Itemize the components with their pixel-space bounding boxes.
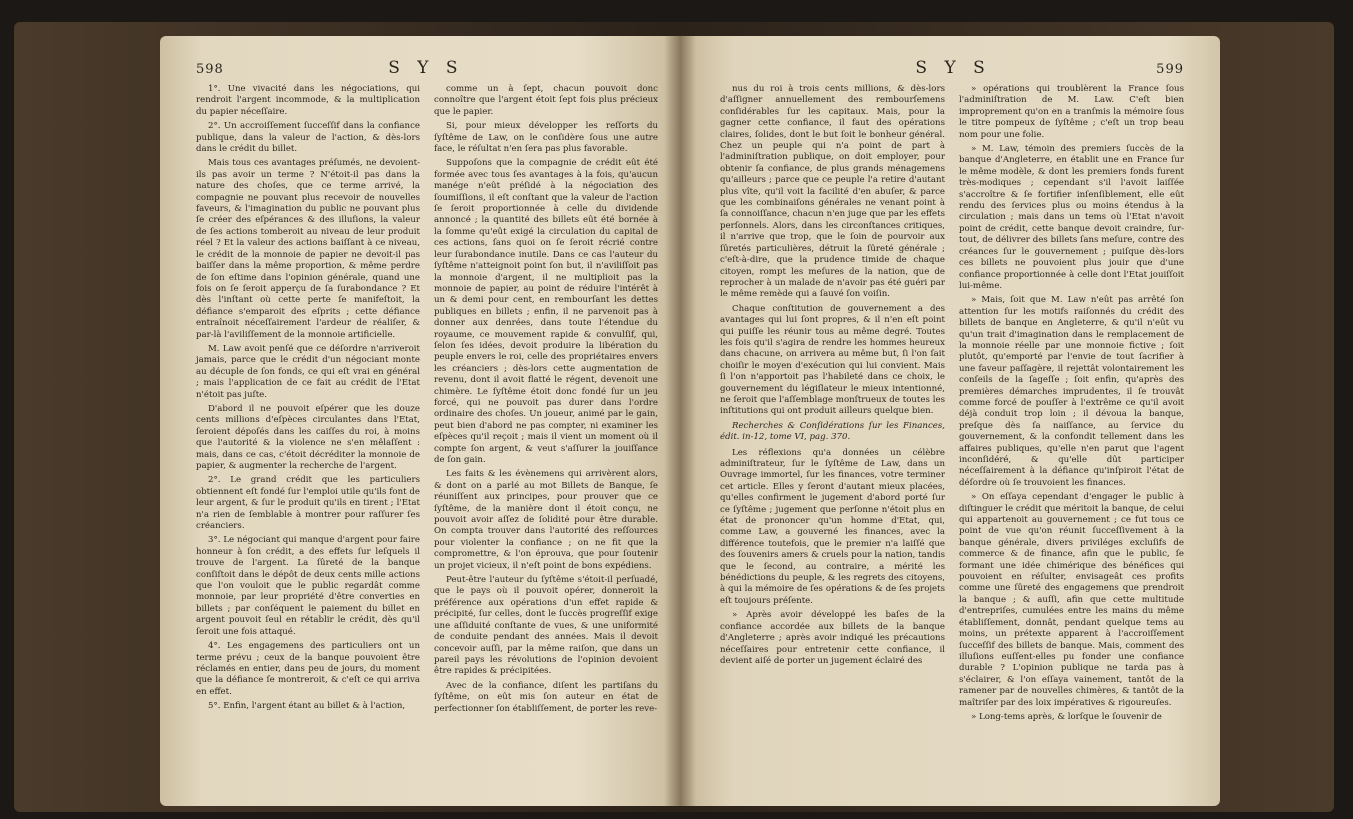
paragraph: 1°. Une vivacité dans les négociations, qui rendroit l'argent incommode, & la multiplication du papier néceſſaire. — [196, 84, 420, 117]
paragraph: Avec de la confiance, diſent les partiſans du ſyſtême, on eût mis ſon auteur en état de perfectionner ſon établiſſement, de porter les reve- — [434, 680, 658, 714]
paragraph: Chaque conſtitution de gouvernement a des avantages qui lui ſont propres, & il n'en eſt point qui puiſſe les réunir tous au même degré. Toutes les fois qu'il s'agira de rendre les hommes heureux dans chacune, on arrivera au même but, ſi l'on ſait choiſir le moyen d'exécution qui lui convient. Mais ſi l'on n'apportoit pas l'habileté dans ce choix, le gouvernement du légiſlateur le mieux intentionné, ne ſeroit que l'aſſemblage monſtrueux de toutes les inſtitutions qui ont produit ailleurs quelque bien. — [720, 303, 945, 417]
paragraph: 4°. Les engagemens des particuliers ont un terme prévu ; ceux de la banque pouvoient être réclamés en entier, dans peu de jours, du moment que la défiance ſe montreroit, & c'eſt ce qui arriva en effet. — [196, 641, 420, 697]
quoted-paragraph: » opérations qui troublèrent la France ſous l'adminiſtration de M. Law. C'eſt bien improprement qu'on en a tranſmis la mémoire ſous le titre pompeux de ſyſtême ; c'eſt un trop beau nom pour une folie. — [959, 84, 1184, 141]
running-head-right — [720, 58, 1184, 78]
paragraph: nus du roi à trois cents millions, & dès-lors d'aſſigner annuellement des rembourſemens conſidérables ſur les capitaux. Mais, pour la gagner cette confiance, il faut des opérations claires, ſolides, dont le but ſoit le bonheur général. Chez un peuple qui n'a point de part à l'adminiſtration publique, on doit employer, pour obtenir ſa confiance, de plus grands ménagemens qu'ailleurs ; parce que ce peuple l'a retire d'autant plus vîte, qu'il voit la facilité d'en abuſer, & parce que les combinaiſons générales ne venant point à ſa connoiſſance, chacun n'en juge que par les effets perſonnels. Alors, dans les circonſtances critiques, il n'arrive que trop, que le ſoin de pourvoir aux ſûretés particulières, détruit la ſûreté générale ; c'eſt-à-dire, que la prudence timide de chaque citoyen, rompt les meſures de la nation, que de reprocher à un malade de n'avoir pas été guéri par le même remède qui a ſauvé ſon voiſin. — [720, 84, 945, 300]
quoted-paragraph: » Mais, ſoit que M. Law n'eût pas arrêté ſon attention ſur les motifs raiſonnés du crédit des billets de banque en Angleterre, & qu'il n'eût vu qu'un trait d'imagination dans le remplacement de la monnoie réelle par une monnoie fictive ; ſoit plutôt, qu'emporté par l'envie de tout ſacrifier à une faveur paſſagère, il rejettât volontairement les conſeils de la ſageſſe ; ſoit enfin, qu'après des premières démarches imprudentes, il ſe trouvât comme forcé de pouſſer à l'extrême ce qu'il avoit déjà conduit trop loin ; il dévoua la banque, preſque dès ſa naiſſance, au ſervice du gouvernement, & la confondit tellement dans les affaires publiques, qu'elle n'en parut que l'agent inconſidéré, & qu'elle dût participer néceſſairement à la défiance qu'inſpiroit l'état de déſordre où ſe trouvoient les finances. — [959, 295, 1184, 489]
paragraph: Les faits & les évènemens qui arrivèrent alors, & dont on a parlé au mot Billets de Banque, ſe réuniſſent aux principes, pour prouver que ce ſyſtême, de la manière dont il étoit conçu, ne pouvoit avoir aſſez de ſolidité pour être durable. On compta trouver dans l'autorité des reſſources pour violenter la confiance ; on ne fit que la compromettre, & l'on éprouva, que pour ſoutenir un projet vicieux, il n'eſt point de bons expédiens. — [434, 469, 658, 571]
right-column-2 — [959, 84, 1184, 726]
quoted-paragraph: » Après avoir développé les baſes de la confiance accordée aux billets de la banque d'Angleterre ; après avoir indiqué les précautions néceſſaires pour entretenir cette confiance, il devient aiſé de porter un jugement éclairé des — [720, 610, 945, 667]
right-page — [680, 36, 1220, 806]
page-number-left: 598 — [196, 62, 224, 77]
book-gutter — [664, 36, 696, 806]
running-head-left — [196, 58, 658, 78]
paragraph: 2°. Le grand crédit que les particuliers obtiennent eſt fondé ſur l'emploi utile qu'ils font de leur argent, & ſur le produit qu'ils en tirent ; l'Etat n'a rien de ſemblable à montrer pour raſſurer ſes créanciers. — [196, 475, 420, 532]
right-column-1 — [720, 84, 945, 726]
paragraph: D'abord il ne pouvoit eſpérer que les douze cents millions d'eſpèces circulantes dans l'Etat, ſeroient dépoſés dans les caiſſes du roi, à moins que l'autorité & la violence ne s'en mêlaſſent : mais, dans ce cas, c'étoit décréditer la monnoie de papier, & augmenter la recherche de l'argent. — [196, 403, 420, 471]
running-title-right: S Y S — [915, 58, 991, 78]
paragraph: Peut-être l'auteur du ſyſtême s'étoit-il perſuadé, que le pays où il pouvoit opérer, donneroit la préférence aux opérations d'un effet rapide & précipité, ſur celles, dont le ſuccès progreſſif exige une aſſiduité conſtante de vues, & une uniformité de conduite pendant des années. Mais il devoit concevoir auſſi, par la même raiſon, que dans un pareil pays les révolutions de l'opinion devoient être rapides & précipitées. — [434, 575, 658, 677]
paragraph: Suppoſons que la compagnie de crédit eût été formée avec tous ſes avantages à la fois, qu'aucun manége n'eût préſidé à la négociation des ſoumiſſions, il eſt conſtant que la valeur de l'action ſe ſeroit proportionnée à celle du dividende annoncé ; la quantité des billets eût été bornée à la ſomme qu'eût exigé la circulation du capital de ces actions, ſans quoi on ſe ſeroit récrié contre leur ſurabondance inutile. Dans ce cas l'auteur du ſyſtême n'atteignoit point ſon but, il n'aviliſſoit pas la monnoie d'argent, il ne multiplioit pas la monnoie de papier, au point de réduire l'intérêt à un & demi pour cent, en rembourſant les dettes publiques en billets ; enfin, il ne parvenoit pas à donner aux denrées, dans toute l'étendue du royaume, ce mouvement rapide & convulſif, qui, ſelon ſes idées, devoit produire la libération du peuple envers le roi, celle des propriétaires envers les créanciers ; dès-lors cette augmentation de revenu, dont il avoit flatté le régent, devenoit une chimère. Le ſyſtême étoit donc fondé ſur un jeu forcé, qui ne pouvoit pas durer dans l'ordre ordinaire des choſes. Un joueur, animé par le gain, peut bien d'abord ne pas compter, ni examiner les eſpèces qu'il reçoit ; mais il vient un moment où il compte ſon argent, & veut s'aſſurer la jouiſſance de ſon gain. — [434, 158, 658, 465]
left-page — [160, 36, 680, 806]
paragraph: 3°. Le négociant qui manque d'argent pour faire honneur à ſon crédit, a des effets ſur leſquels il trouve de l'argent. La ſûreté de la banque conſiſtoit dans le dépôt de deux cents mille actions que l'on vouloit que le public regardât comme monnoie, par leur propriété d'être converties en billets ; par conſéquent le paiement du billet en argent pouvoit ſeul en rétablir le crédit, dès qu'il ſeroit une fois attaqué. — [196, 535, 420, 637]
page-number-right: 599 — [1156, 62, 1184, 77]
paragraph: Mais tous ces avantages préſumés, ne devoient-ils pas avoir un terme ? N'étoit-il pas dans la nature des choſes, que ce terme arrivé, la compagnie ne pouvant plus recevoir de nouvelles faveurs, & l'imagination du public ne pouvant plus ſe créer des eſpérances & des illuſions, la valeur de ſes actions tomberoit au niveau de leur produit réel ? Et la valeur des actions baiſſant à ce niveau, le crédit de la monnoie de papier ne devoit-il pas baiſſer dans la même proportion, & même perdre de ſon eſtime dans l'opinion générale, quand une fois on ſe ſeroit apperçu de ſa ſurabondance ? Et dès l'inſtant où cette perte ſe manifeſtoit, la défiance s'emparoit des eſprits ; cette défiance entraînoit néceſſairement l'ardeur de réaliſer, & par-là l'aviliſſement de la monnoie artificielle. — [196, 158, 420, 340]
bibliographic-reference: Recherches & Conſidérations ſur les Finances, édit. in-12, tome VI, pag. 370. — [720, 420, 945, 443]
quoted-paragraph: » On eſſaya cependant d'engager le public à diſtinguer le crédit que méritoit la banque, de celui qui appartenoit au gouvernement ; ce fut tous ce point de vue qu'on réunit ſucceſſivement à la banque générale, divers priviléges excluſifs de commerce & de finance, afin que le public, ſe formant une idée chimérique des bénéfices qui pouvoient en réſulter, envisageât ces profits comme une ſûreté des engagemens que prendroit la banque ; & auſſi, afin que cette multitude d'entrepriſes, cumulées entre les mains du même établiſſement, donnât, pendant quelque tems au moins, un prétexte apparent à l'accroiſſement ſucceſſif des billets de banque. Mais, comment des illuſions euſſent-elles pu fonder une confiance durable ? L'opinion publique ne tarda pas à s'éclairer, & l'on eſſaya vainement, tantôt de la ramener par de nouvelles chimères, & tantôt de la maîtriſer par des loix impératives & rigoureuſes. — [959, 492, 1184, 709]
paragraph: 5°. Enfin, l'argent étant au billet & à l'action, — [208, 701, 406, 712]
paragraph: Les réflexions qu'a données un célèbre adminiſtrateur, ſur le ſyſtême de Law, dans un Ouvrage immortel, ſur les finances, votre terminer cet article. Elles y ſeront d'autant mieux placées, qu'elles confirment le jugement d'abord porté ſur ce ſyſtême ; jugement que perſonne n'étoit plus en état de prononcer qu'un homme d'Etat, qui, comme Law, a gouverné les finances, avec la différence toutefois, que le premier n'a laiſſé que des ſouvenirs amers & cruels pour la nation, tandis que le ſecond, au contraire, a mérité les bénédictions du peuple, & les regrets des citoyens, à qui la mémoire de ſes opérations & de ſes projets eſt toujours préſente. — [720, 447, 945, 606]
left-column-1 — [196, 84, 420, 718]
paragraph: 2°. Un accroiſſement ſucceſſif dans la confiance publique, dans la valeur de l'action, & dès-lors dans le crédit du billet. — [196, 121, 420, 155]
quoted-paragraph: » M. Law, témoin des premiers ſuccès de la banque d'Angleterre, en établit une en France ſur le même modèle, & dont les premiers fonds furent très-modiques ; cependant s'il l'avoit laiſſée s'accroître & ſe fortifier inſenſiblement, elle eût rendu des ſervices plus ou moins étendus à la circulation ; mais dans un tems où l'Etat n'avoit point de crédit, cette banque devoit craindre, ſur-tout, de délivrer des billets ſans meſure, contre des créances ſur le gouvernement ; puiſque dès-lors ces billets ne pouvoient plus jouir que d'une confiance proportionnée à celle dont l'Etat jouiſſoit lui-même. — [959, 144, 1184, 292]
left-column-2 — [434, 84, 658, 718]
paragraph: M. Law avoit penſé que ce déſordre n'arriveroit jamais, parce que le crédit d'un négociant monte au décuple de ſon fonds, ce qui eſt vrai en général ; mais l'application de ce fait au crédit de l'Etat n'étoit pas juſte. — [196, 343, 420, 400]
paragraph: Si, pour mieux développer les reſſorts du ſyſtême de Law, on le conſidère ſous une autre face, le réſultat n'en ſera pas plus favorable. — [434, 121, 658, 155]
paragraph: comme un à ſept, chacun pouvoit donc connoître que l'argent étoit ſept fois plus précieux que le papier. — [434, 84, 658, 117]
quoted-paragraph: » Long-tems après, & lorſque le ſouvenir de — [959, 712, 1184, 723]
running-title-left: S Y S — [388, 58, 464, 78]
